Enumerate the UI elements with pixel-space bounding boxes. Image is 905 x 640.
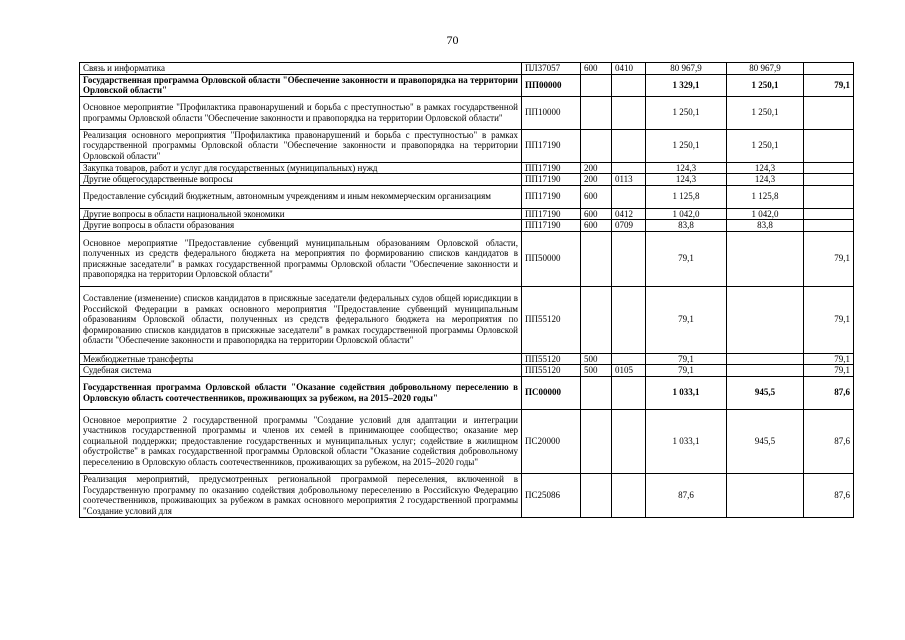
value-planned: 1 033,1 — [646, 376, 727, 409]
value-difference — [804, 129, 854, 162]
value-difference: 87,6 — [804, 409, 854, 473]
row-name: Государственная программа Орловской области "Обеспечение законности и правопорядка на территории Орловской области" — [80, 74, 522, 96]
row-name: Другие общегосударственные вопросы — [80, 174, 522, 186]
table-row — [80, 63, 854, 75]
value-difference — [804, 174, 854, 186]
table-row — [80, 409, 854, 473]
value-difference: 79,1 — [804, 365, 854, 377]
value-executed: 124,3 — [727, 174, 804, 186]
table-row — [80, 473, 854, 517]
target-code: ПС25086 — [522, 473, 581, 517]
target-code: ПП00000 — [522, 74, 581, 96]
value-planned: 124,3 — [646, 174, 727, 186]
value-planned: 79,1 — [646, 231, 727, 286]
target-code: ПП17190 — [522, 185, 581, 208]
value-planned: 124,3 — [646, 162, 727, 174]
target-code: ПП55120 — [522, 353, 581, 365]
target-code: ПП17190 — [522, 208, 581, 220]
value-executed: 124,3 — [727, 162, 804, 174]
value-executed: 1 042,0 — [727, 208, 804, 220]
expense-group: 500 — [581, 353, 612, 365]
target-code: ПП17190 — [522, 162, 581, 174]
value-executed: 1 250,1 — [727, 129, 804, 162]
expense-group — [581, 286, 612, 353]
row-name: Составление (изменение) списков кандидатов в присяжные заседатели федеральных судов общей юрисдикции в Российской Федерации в рамках основного мероприятия "Предоставление субвенций муниципальным образованиям Орловской области, полученных из средств федерального бюджета на мероприятия по формированию списков кандидатов в присяжные заседатели" в рамках государственной программы Орловской области "Обеспечение законности и правопорядка на территории Орловской области" — [80, 286, 522, 353]
expense-group: 200 — [581, 174, 612, 186]
table-row — [80, 185, 854, 208]
section-code: 0412 — [612, 208, 646, 220]
value-executed: 945,5 — [727, 376, 804, 409]
value-executed: 1 250,1 — [727, 74, 804, 96]
value-planned: 79,1 — [646, 286, 727, 353]
table-row — [80, 96, 854, 129]
section-code — [612, 231, 646, 286]
section-code: 0113 — [612, 174, 646, 186]
value-executed — [727, 231, 804, 286]
value-planned: 1 329,1 — [646, 74, 727, 96]
section-code: 0410 — [612, 63, 646, 75]
expense-group — [581, 231, 612, 286]
value-planned: 1 250,1 — [646, 96, 727, 129]
section-code — [612, 185, 646, 208]
value-difference — [804, 220, 854, 232]
section-code — [612, 409, 646, 473]
value-difference: 87,6 — [804, 473, 854, 517]
value-executed — [727, 473, 804, 517]
value-difference — [804, 96, 854, 129]
table-row — [80, 129, 854, 162]
budget-table — [79, 62, 854, 518]
expense-group — [581, 409, 612, 473]
expense-group: 600 — [581, 208, 612, 220]
row-name: Другие вопросы в области национальной экономики — [80, 208, 522, 220]
value-executed: 83,8 — [727, 220, 804, 232]
row-name: Основное мероприятие 2 государственной программы "Создание условий для адаптации и интеграции участников государственной программы и членов их семей в принимающее сообщество; оказание мер социальной поддержки; предоставление государственных и муниципальных услуг; содействие в жилищном обустройстве" в рамках государственной программы Орловской области "Оказание содействия добровольному переселению в Орловскую область соотечественников, проживающих за рубежом, на 2015–2020 годы" — [80, 409, 522, 473]
value-executed: 1 250,1 — [727, 96, 804, 129]
row-name: Закупка товаров, работ и услуг для государственных (муниципальных) нужд — [80, 162, 522, 174]
value-planned: 1 042,0 — [646, 208, 727, 220]
expense-group — [581, 473, 612, 517]
table-row — [80, 376, 854, 409]
expense-group — [581, 376, 612, 409]
value-difference — [804, 185, 854, 208]
expense-group: 600 — [581, 63, 612, 75]
value-executed: 945,5 — [727, 409, 804, 473]
target-code: ПП17190 — [522, 129, 581, 162]
table-row — [80, 208, 854, 220]
section-code — [612, 74, 646, 96]
value-difference — [804, 63, 854, 75]
table-row — [80, 286, 854, 353]
expense-group — [581, 74, 612, 96]
section-code — [612, 129, 646, 162]
target-code: ПП55120 — [522, 286, 581, 353]
table-body — [80, 63, 854, 518]
target-code: ПП17190 — [522, 174, 581, 186]
table-row — [80, 220, 854, 232]
value-difference — [804, 208, 854, 220]
table-row — [80, 231, 854, 286]
value-difference: 79,1 — [804, 231, 854, 286]
value-planned: 79,1 — [646, 365, 727, 377]
target-code: ПЛ37057 — [522, 63, 581, 75]
expense-group: 500 — [581, 365, 612, 377]
value-planned: 87,6 — [646, 473, 727, 517]
row-name: Основное мероприятие "Предоставление субвенций муниципальным образованиям Орловской области, полученных из средств федерального бюджета на мероприятия по формированию списков кандидатов в присяжные заседатели" в рамках государственной программы Орловской области "Обеспечение законности и правопорядка на территории Орловской области" — [80, 231, 522, 286]
value-planned: 1 125,8 — [646, 185, 727, 208]
value-planned: 79,1 — [646, 353, 727, 365]
row-name: Предоставление субсидий бюджетным, автономным учреждениям и иным некоммерческим организациям — [80, 185, 522, 208]
section-code — [612, 162, 646, 174]
value-difference — [804, 162, 854, 174]
value-difference: 79,1 — [804, 74, 854, 96]
section-code: 0105 — [612, 365, 646, 377]
expense-group — [581, 96, 612, 129]
section-code — [612, 376, 646, 409]
section-code — [612, 473, 646, 517]
expense-group: 600 — [581, 185, 612, 208]
target-code: ПП50000 — [522, 231, 581, 286]
row-name: Основное мероприятие "Профилактика правонарушений и борьба с преступностью" в рамках государственной программы Орловской области "Обеспечение законности и правопорядка на территории Орловской области" — [80, 96, 522, 129]
row-name: Межбюджетные трансферты — [80, 353, 522, 365]
section-code — [612, 96, 646, 129]
target-code: ПС00000 — [522, 376, 581, 409]
row-name: Другие вопросы в области образования — [80, 220, 522, 232]
value-planned: 83,8 — [646, 220, 727, 232]
value-executed: 80 967,9 — [727, 63, 804, 75]
value-executed — [727, 353, 804, 365]
table-row — [80, 353, 854, 365]
target-code: ПС20000 — [522, 409, 581, 473]
row-name: Государственная программа Орловской области "Оказание содействия добровольному переселению в Орловскую область соотечественников, проживающих за рубежом, на 2015–2020 годы" — [80, 376, 522, 409]
table-row — [80, 74, 854, 96]
target-code: ПП10000 — [522, 96, 581, 129]
value-executed — [727, 286, 804, 353]
target-code: ПП55120 — [522, 365, 581, 377]
expense-group: 200 — [581, 162, 612, 174]
value-difference: 79,1 — [804, 353, 854, 365]
section-code — [612, 286, 646, 353]
row-name: Судебная система — [80, 365, 522, 377]
target-code: ПП17190 — [522, 220, 581, 232]
table-row — [80, 365, 854, 377]
section-code — [612, 353, 646, 365]
page-number: 70 — [446, 33, 459, 47]
table-row — [80, 174, 854, 186]
section-code: 0709 — [612, 220, 646, 232]
value-difference: 79,1 — [804, 286, 854, 353]
row-name: Связь и информатика — [80, 63, 522, 75]
value-planned: 80 967,9 — [646, 63, 727, 75]
expense-group: 600 — [581, 220, 612, 232]
value-planned: 1 033,1 — [646, 409, 727, 473]
value-planned: 1 250,1 — [646, 129, 727, 162]
row-name: Реализация основного мероприятия "Профилактика правонарушений и борьба с преступностью" в рамках государственной программы Орловской области "Обеспечение законности и правопорядка на территории Орловской области" — [80, 129, 522, 162]
value-executed: 1 125,8 — [727, 185, 804, 208]
value-difference: 87,6 — [804, 376, 854, 409]
expense-group — [581, 129, 612, 162]
table-row — [80, 162, 854, 174]
row-name: Реализация мероприятий, предусмотренных региональной программой переселения, включенной в Государственную программу по оказанию содействия добровольному переселению в Российскую Федерацию соотечественников, проживающих за рубежом в рамках основного мероприятия 2 государственной программы "Создание условий для — [80, 473, 522, 517]
value-executed — [727, 365, 804, 377]
